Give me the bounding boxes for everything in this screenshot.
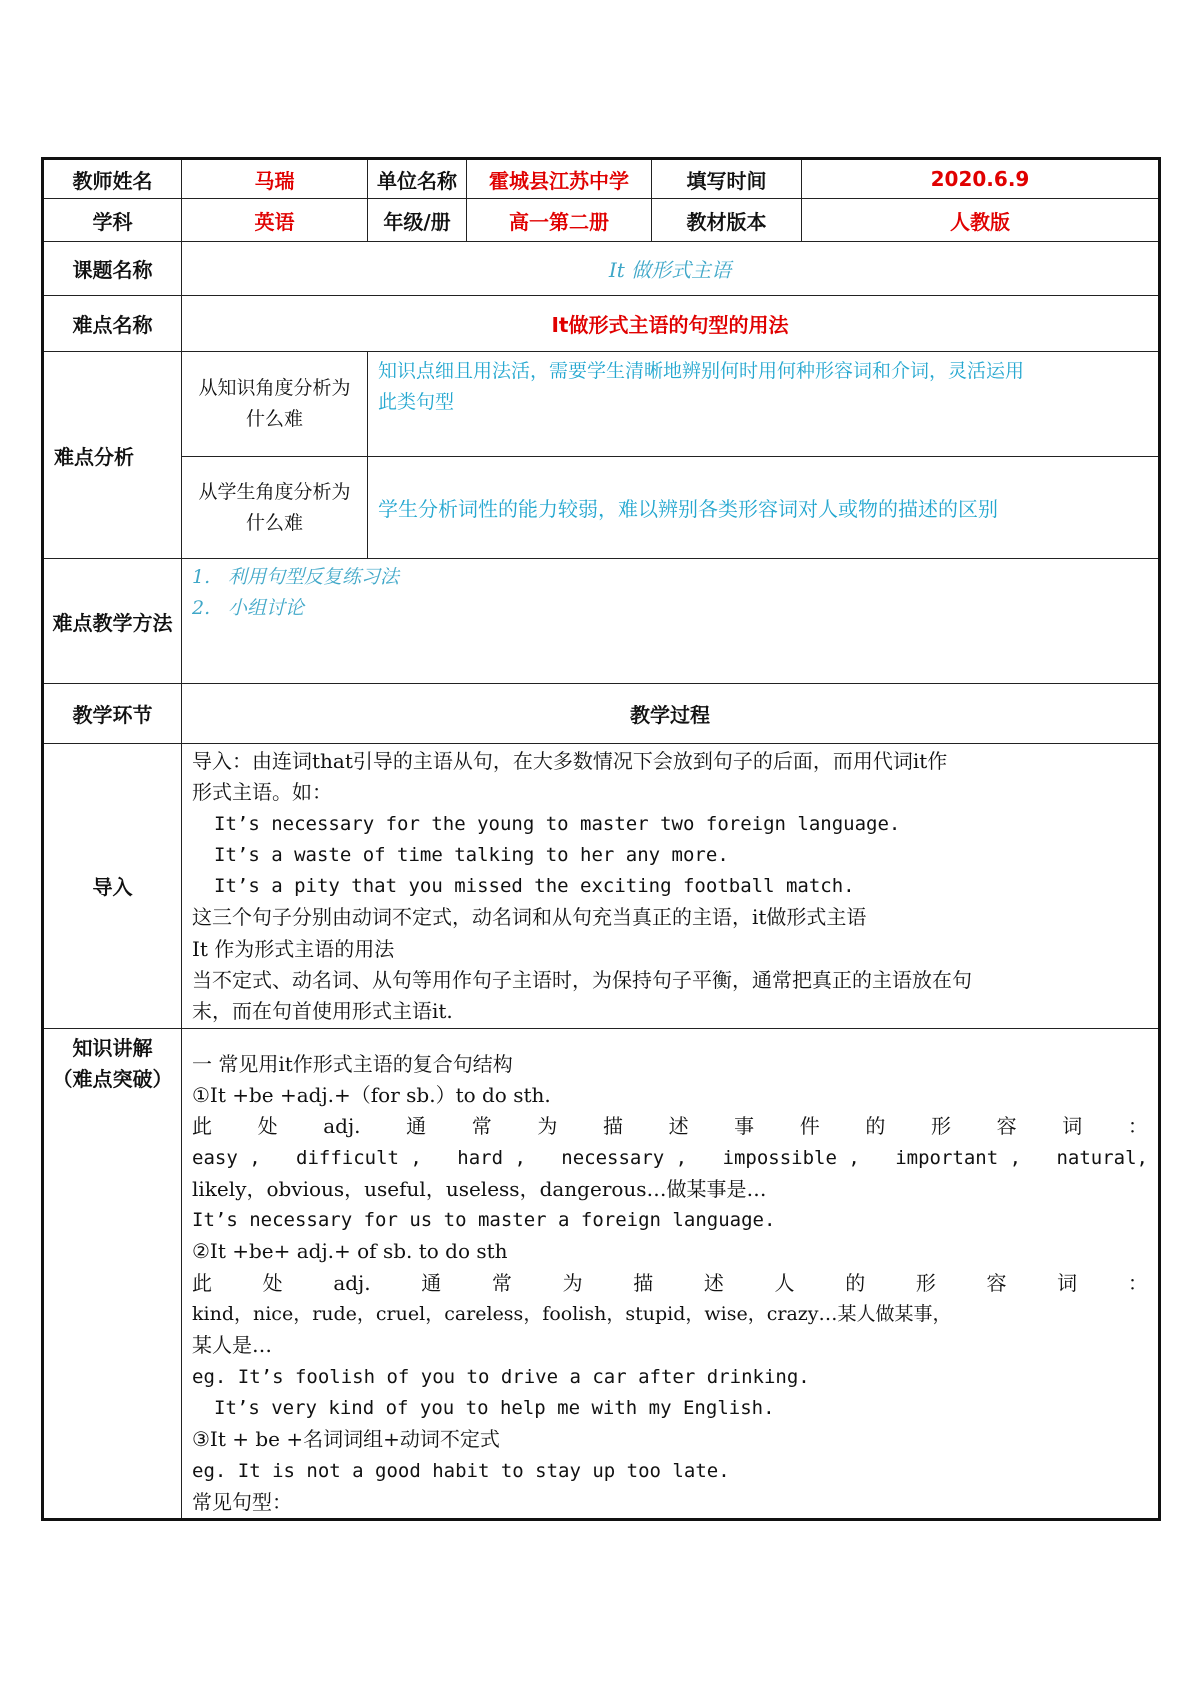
knowledge-angle-text-line-2: 此类句型 <box>378 391 455 413</box>
adjective-word: difficult , <box>296 1146 422 1169</box>
desc-word: 描 <box>633 1270 654 1295</box>
intro-line: 导入：由连词that引导的主语从句，在大多数情况下会放到句子的后面，而用代词it作 <box>192 749 948 773</box>
desc-word: 形 <box>931 1114 951 1139</box>
knowledge-angle-label <box>182 352 368 457</box>
pattern-2-example: It’s very kind of you to help me with my English. <box>214 1396 775 1419</box>
topic-value: It 做形式主语 <box>182 242 1160 296</box>
desc-word: 事 <box>734 1114 755 1139</box>
method-item-text: 小组讨论 <box>228 597 305 619</box>
desc-word: 容 <box>986 1270 1007 1295</box>
pattern-2-title: ②It +be+ adj.+ of sb. to do sth <box>192 1239 508 1264</box>
pattern-1-adjectives <box>192 1143 1148 1174</box>
intro-line: 形式主语。如： <box>192 780 332 805</box>
teaching-section-label: 教学环节 <box>43 684 182 744</box>
header-row-1 <box>43 159 1160 199</box>
edition-label: 教材版本 <box>652 199 802 242</box>
method-item <box>192 562 1158 593</box>
grade-value: 高一第二册 <box>467 199 652 242</box>
desc-word: 通 <box>406 1114 427 1139</box>
method-label: 难点教学方法 <box>43 559 182 684</box>
desc-word: 通 <box>421 1270 442 1295</box>
adjective-word: natural, <box>1056 1146 1148 1169</box>
desc-word: 处 <box>257 1114 278 1139</box>
difficulty-row <box>43 296 1160 352</box>
student-angle-label-line-2: 什么难 <box>245 511 303 534</box>
unit-name-value: 霍城县江苏中学 <box>467 159 652 199</box>
intro-line: 这三个句子分别由动词不定式，动名词和从句充当真正的主语，it做形式主语 <box>192 905 867 930</box>
desc-word: 为 <box>537 1114 558 1139</box>
knowledge-angle-text-line-1: 知识点细且用法活，需要学生清晰地辨别何时用何种形容词和介词，灵活运用 <box>378 360 1025 382</box>
method-row <box>43 559 1160 684</box>
subject-label: 学科 <box>43 199 182 242</box>
edition-value: 人教版 <box>802 199 1160 242</box>
intro-content <box>182 744 1160 1029</box>
intro-line: 末，而在句首使用形式主语it. <box>192 999 453 1024</box>
desc-word: 的 <box>865 1114 886 1139</box>
teacher-name-label: 教师姓名 <box>43 159 182 199</box>
desc-word: 此 <box>192 1114 212 1139</box>
desc-word: 述 <box>703 1270 724 1295</box>
knowledge-label-line-1: 知识讲解 <box>72 1035 153 1060</box>
method-item <box>192 593 1158 624</box>
common-patterns-heading: 常见句型： <box>192 1489 292 1514</box>
topic-row <box>43 242 1160 296</box>
pattern-1-adjectives-continued: likely，obvious，useful，useless，dangerous…做某事是… <box>192 1176 767 1201</box>
knowledge-angle-label-line-1: 从知识角度分析为 <box>198 377 351 399</box>
adjective-word: necessary , <box>561 1146 688 1169</box>
knowledge-angle-text <box>368 352 1160 457</box>
desc-word: 件 <box>799 1114 820 1139</box>
desc-word: 为 <box>562 1270 583 1295</box>
fill-date-value: 2020.6.9 <box>802 159 1160 199</box>
student-angle-label <box>182 457 368 559</box>
knowledge-angle-label-line-2: 什么难 <box>245 408 303 430</box>
process-header-row <box>43 684 1160 744</box>
adjective-word: impossible , <box>722 1146 860 1169</box>
analysis-row-student <box>43 457 1160 559</box>
desc-word: 常 <box>491 1270 512 1295</box>
desc-word: 的 <box>845 1270 866 1295</box>
subject-value: 英语 <box>182 199 368 242</box>
method-item-number: 2. <box>192 597 211 619</box>
desc-word: adj. <box>323 1114 361 1139</box>
pattern-2-description <box>192 1268 1148 1299</box>
desc-word: ： <box>1127 1270 1148 1295</box>
knowledge-content <box>182 1028 1160 1519</box>
fill-date-label: 填写时间 <box>652 159 802 199</box>
topic-label: 课题名称 <box>43 242 182 296</box>
grade-label: 年级/册 <box>368 199 467 242</box>
knowledge-heading: 一 常见用it作形式主语的复合句结构 <box>192 1051 513 1076</box>
analysis-label: 难点分析 <box>43 352 182 559</box>
method-list <box>182 559 1160 684</box>
difficulty-label: 难点名称 <box>43 296 182 352</box>
knowledge-row <box>43 1028 1160 1519</box>
desc-word: 处 <box>262 1270 283 1295</box>
desc-word: adj. <box>333 1270 371 1295</box>
lesson-plan-table <box>41 157 1161 1521</box>
intro-example: It’s necessary for the young to master two foreign language. <box>214 812 901 835</box>
student-angle-text: 学生分析词性的能力较弱，难以辨别各类形容词对人或物的描述的区别 <box>368 457 1160 559</box>
adjective-word: easy , <box>192 1146 261 1169</box>
pattern-2-adjectives: kind，nice，rude，cruel，careless，foolish，stupid，wise，crazy…某人做某事， <box>192 1303 952 1326</box>
pattern-3-title: ③It + be +名词词组+动词不定式 <box>192 1427 500 1452</box>
header-row-2 <box>43 199 1160 242</box>
pattern-2-adjectives-continued: 某人是… <box>192 1333 272 1358</box>
desc-word: 词 <box>1057 1270 1078 1295</box>
intro-example: It’s a pity that you missed the exciting football match. <box>214 875 855 898</box>
method-item-number: 1. <box>192 566 211 588</box>
adjective-word: hard , <box>457 1146 526 1169</box>
difficulty-value: It做形式主语的句型的用法 <box>182 296 1160 352</box>
intro-line: It 作为形式主语的用法 <box>192 936 395 961</box>
desc-word: 述 <box>668 1114 689 1139</box>
pattern-3-example: eg. It is not a good habit to stay up too late. <box>192 1459 730 1482</box>
intro-label: 导入 <box>43 744 182 1029</box>
teacher-name-value: 马瑞 <box>182 159 368 199</box>
intro-row <box>43 744 1160 1029</box>
intro-example: It’s a waste of time talking to her any more. <box>214 843 729 866</box>
pattern-1-title: ①It +be +adj.+（for sb.）to do sth. <box>192 1082 551 1107</box>
pattern-1-description <box>192 1111 1148 1142</box>
student-angle-label-line-1: 从学生角度分析为 <box>198 480 351 503</box>
knowledge-label-line-2: （难点突破） <box>52 1066 173 1091</box>
adjective-word: important , <box>895 1146 1022 1169</box>
pattern-2-example: eg. It’s foolish of you to drive a car after drinking. <box>192 1365 810 1388</box>
teaching-process-label: 教学过程 <box>182 684 1160 744</box>
desc-word: 词 <box>1062 1114 1083 1139</box>
pattern-1-example: It’s necessary for us to master a foreign language. <box>192 1209 776 1232</box>
desc-word: 常 <box>471 1114 492 1139</box>
analysis-row-knowledge <box>43 352 1160 457</box>
method-item-text: 利用句型反复练习法 <box>228 566 400 588</box>
desc-word: 此 <box>192 1270 212 1295</box>
desc-word: ： <box>1127 1114 1148 1139</box>
desc-word: 形 <box>915 1270 936 1295</box>
desc-word: 容 <box>996 1114 1017 1139</box>
desc-word: 描 <box>602 1114 623 1139</box>
desc-word: 人 <box>774 1270 795 1295</box>
intro-line: 当不定式、动名词、从句等用作句子主语时，为保持句子平衡，通常把真正的主语放在句 <box>192 968 972 993</box>
unit-name-label: 单位名称 <box>368 159 467 199</box>
knowledge-label <box>43 1028 182 1519</box>
